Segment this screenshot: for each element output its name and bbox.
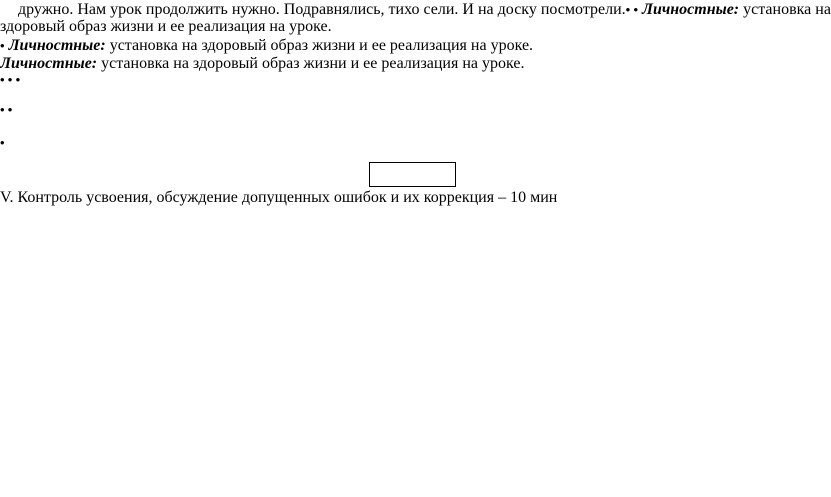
text-line-2 [0,17,332,37]
text-line-3 [0,36,533,56]
label-text: установка на здоровый образ жизни и ее реализация на уроке. [97,55,525,72]
text-line-4 [0,54,525,74]
bullet-mark: • [0,38,5,53]
bullet-marks: • • [625,2,639,17]
label-text: установка на здоровый образ жизни и ее реализация на уроке. [105,37,534,54]
poem-text: дружно. Нам урок продолжить нужно. Подравнялись, тихо сели. И на доску посмотрели. [18,1,626,18]
label-text: установка на [739,1,831,18]
section-heading-v: V. Контроль усвоения, обсуждение допущенных ошибок и их коррекция – 10 мин [0,189,558,206]
empty-box [369,162,456,187]
bullet-row-1: • • • [0,72,21,87]
label-personal: Личностные: [8,37,106,54]
bullet-row-2: • • [0,102,13,117]
continuation-text: здоровый образ жизни и ее реализация на уроке. [0,18,332,35]
label-personal: Личностные: [642,1,740,18]
bullet-row-3: • [0,135,5,150]
label-personal: Личностные: [0,55,98,72]
